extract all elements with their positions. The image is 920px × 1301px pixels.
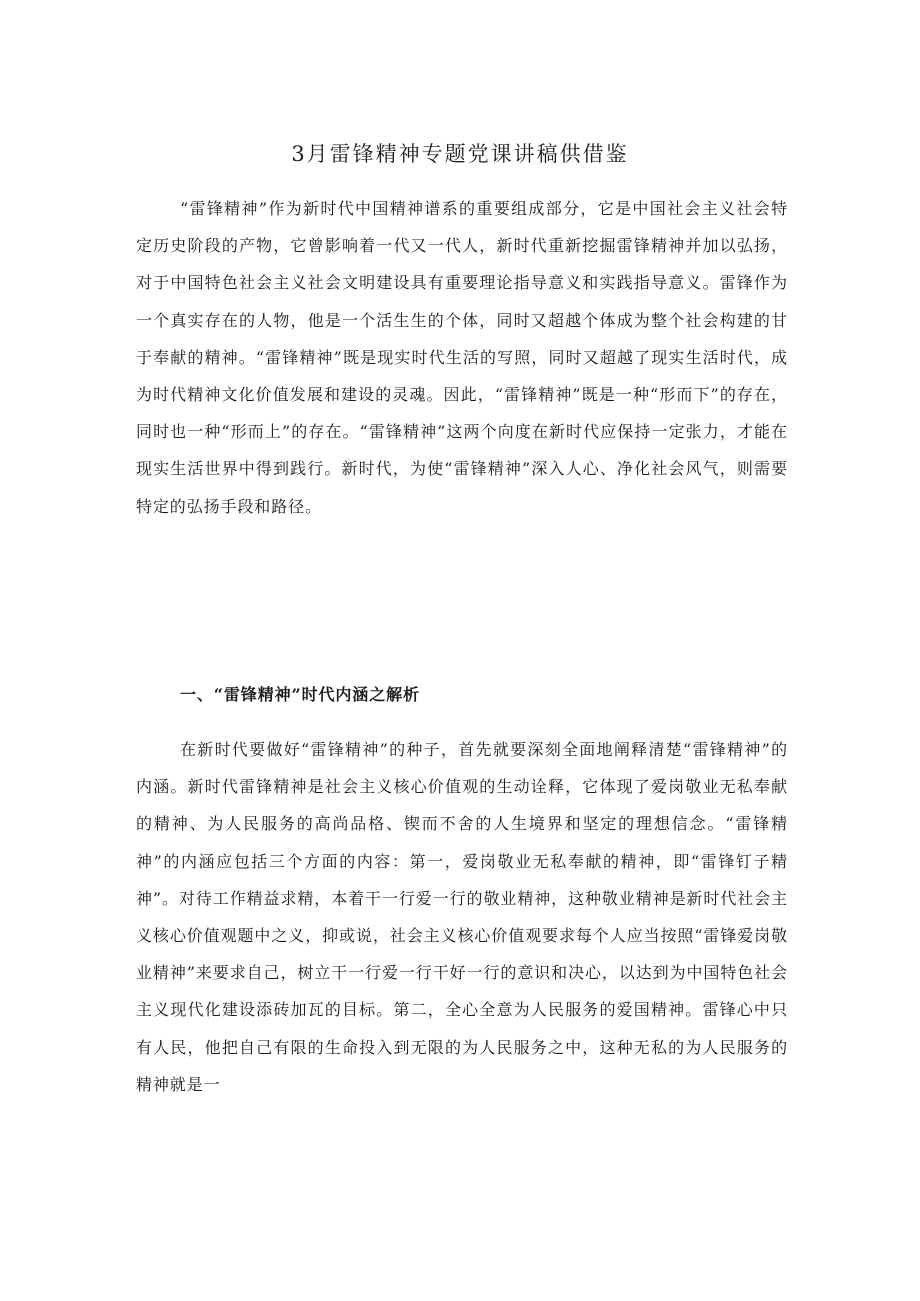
section-heading: 一、“雷锋精神”时代内涵之解析 — [180, 685, 420, 704]
document-title: 3月雷锋精神专题党课讲稿供借鉴 — [291, 142, 629, 166]
section-paragraph: 在新时代要做好“雷锋精神”的种子，首先就要深刻全面地阐释清楚“雷锋精神”的内涵。新时代雷锋精神是社会主义核心价值观的生动诠释，它体现了爱岗敬业无私奉献的精神、为人民服务的高尚品格、锲而不舍的人生境界和坚定的理想信念。“雷锋精神”的内涵应包括三个方面的内容：第一，爱岗敬业无私奉献的精神，即“雷锋钉子精神”。对待工作精益求精，本着干一行爱一行的敬业精神，这种敬业精神是新时代社会主义核心价值观题中之义，抑或说，社会主义核心价值观要求每个人应当按照“雷锋爱岗敬业精神”来要求自己，树立干一行爱一行干好一行的意识和决心，以达到为中国特色社会主义现代化建设添砖加瓦的目标。第二，全心全意为人民服务的爱国精神。雷锋心中只有人民，他把自己有限的生命投入到无限的为人民服务之中，这种无私的为人民服务的精神就是一 — [136, 740, 788, 1094]
intro-paragraph: “雷锋精神”作为新时代中国精神谱系的重要组成部分，它是中国社会主义社会特定历史阶段的产物，它曾影响着一代又一代人，新时代重新挖掘雷锋精神并加以弘扬，对于中国特色社会主义社会文明建设具有重要理论指导意义和实践指导意义。雷锋作为一个真实存在的人物，他是一个活生生的个体，同时又超越个体成为整个社会构建的甘于奉献的精神。“雷锋精神”既是现实时代生活的写照，同时又超越了现实生活时代，成为时代精神文化价值发展和建设的灵魂。因此，“雷锋精神”既是一种“形而下”的存在，同时也一种“形而上”的存在。“雷锋精神”这两个向度在新时代应保持一定张力，才能在现实生活世界中得到践行。新时代，为使“雷锋精神”深入人心、净化社会风气，则需要特定的弘扬手段和路径。 — [136, 199, 788, 516]
